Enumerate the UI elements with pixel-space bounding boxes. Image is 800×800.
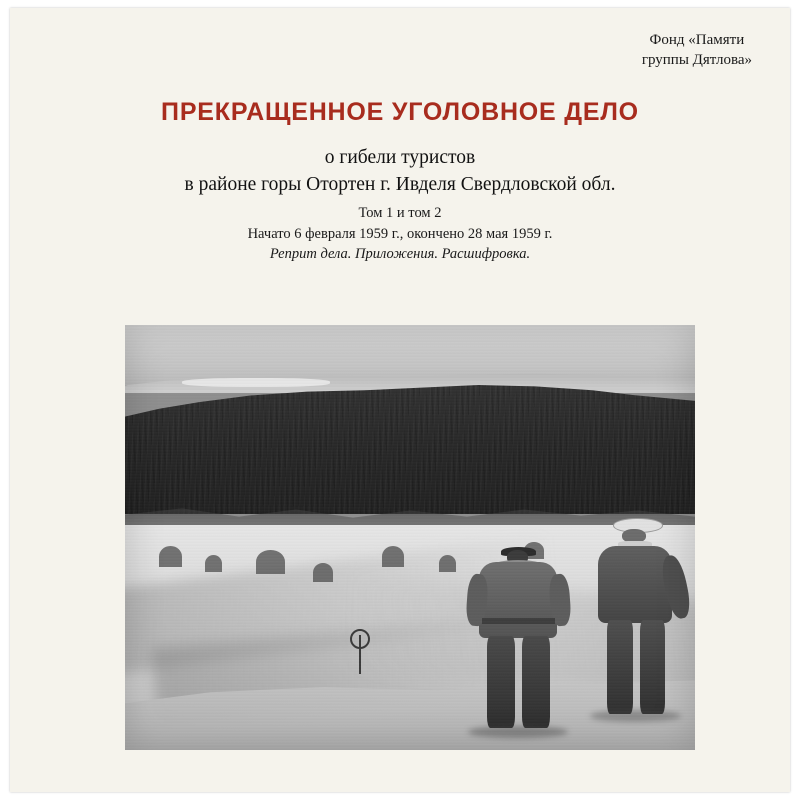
ridge-snow-patch — [182, 378, 330, 387]
photo-illustration — [125, 325, 695, 750]
ski-pole — [359, 635, 361, 673]
cover-photo — [125, 325, 695, 750]
subtitle — [10, 145, 790, 199]
subtitle-line-1: о гибели туристов — [324, 147, 476, 168]
bush — [205, 555, 222, 572]
figure-right-hiker — [581, 521, 689, 734]
forest-texture — [125, 382, 695, 514]
bush — [159, 546, 182, 567]
hiker-leg-left — [607, 620, 633, 714]
publisher-line-1: Фонд «Памяти — [649, 32, 745, 48]
hiker-belt — [482, 618, 555, 624]
hiker-jacket — [598, 546, 672, 623]
hiker-leg-right — [522, 636, 550, 728]
dates-label: Начато 6 февраля 1959 г., окончено 28 мая 1959 г. — [247, 225, 553, 242]
figure-left-hiker — [456, 550, 581, 750]
hiker-shadow — [590, 710, 681, 723]
volumes-label: Том 1 и том 2 — [358, 205, 442, 221]
publisher-line-2: группы Дятлова» — [641, 52, 752, 69]
hiker-jacket — [479, 562, 557, 638]
contents-label: Реприт дела. Приложения. Расшифровка. — [269, 246, 531, 263]
publisher-imprint — [642, 30, 752, 71]
hiker-leg-right — [640, 620, 666, 714]
bush — [439, 555, 456, 572]
bush — [313, 563, 333, 582]
hiker-leg-left — [487, 636, 515, 728]
bush — [256, 550, 285, 573]
hiker-shadow — [468, 726, 568, 738]
title-block — [10, 98, 790, 199]
metadata-block — [10, 203, 790, 265]
cover-page — [10, 8, 790, 792]
bush — [382, 546, 405, 567]
subtitle-line-2: в районе горы Отортен г. Ивделя Свердловской обл. — [184, 173, 616, 195]
page-title: ПРЕКРАЩЕННОЕ УГОЛОВНОЕ ДЕЛО — [161, 98, 639, 126]
